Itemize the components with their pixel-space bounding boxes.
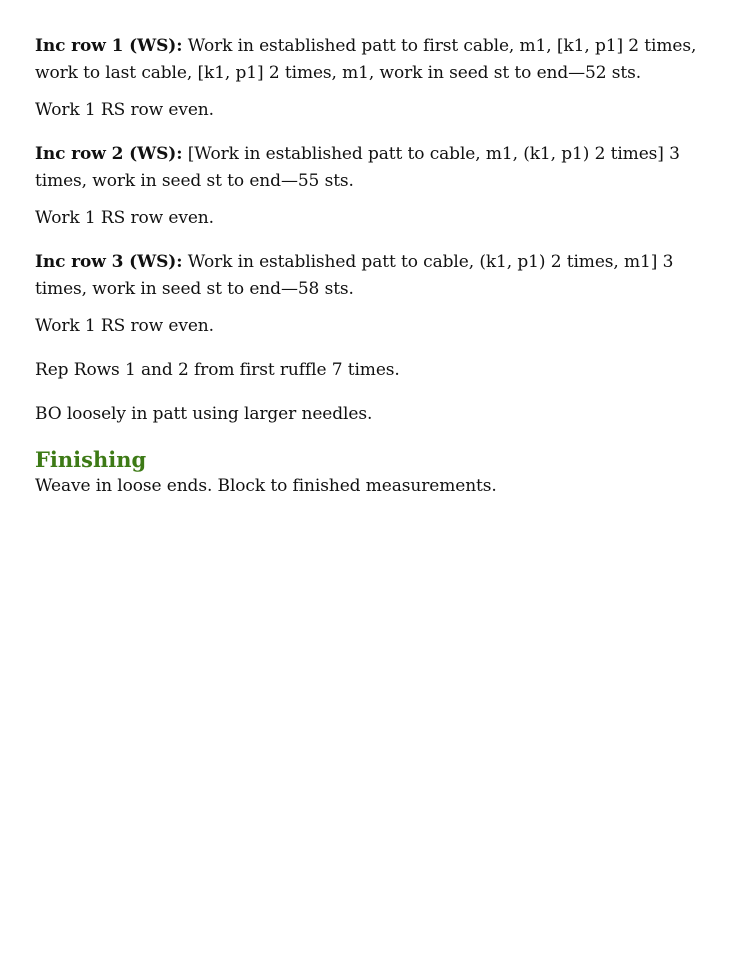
finishing-text: Weave in loose ends. Block to finished measurements. (35, 476, 497, 496)
finishing-heading: Finishing (35, 447, 147, 472)
work-even-1-text: Work 1 RS row even. (35, 100, 214, 120)
work-even-3-text: Work 1 RS row even. (35, 316, 214, 336)
bind-off (35, 401, 715, 428)
inc-row-1 (35, 33, 715, 87)
inc-row-2-label: Inc row 2 (WS): (35, 144, 183, 164)
inc-row-3-label: Inc row 3 (WS): (35, 252, 183, 272)
work-even-2-text: Work 1 RS row even. (35, 208, 214, 228)
inc-row-1-text: Work in established patt to first cable, m1, [k1, p1] 2 times, work to last cable, [k1, p1] 2 times, m1, work in seed st to end—52 sts. (35, 36, 697, 83)
pattern-page (35, 33, 715, 500)
inc-row-3 (35, 249, 715, 303)
inc-row-2-text: [Work in established patt to cable, m1, (k1, p1) 2 times] 3 times, work in seed st to end—55 sts. (35, 144, 680, 191)
work-even-2 (35, 205, 715, 232)
work-even-3 (35, 313, 715, 340)
repeat-rows (35, 357, 715, 384)
bind-off-text: BO loosely in patt using larger needles. (35, 404, 373, 424)
inc-row-1-label: Inc row 1 (WS): (35, 36, 183, 56)
repeat-rows-text: Rep Rows 1 and 2 from first ruffle 7 times. (35, 360, 400, 380)
inc-row-3-text: Work in established patt to cable, (k1, p1) 2 times, m1] 3 times, work in seed st to end—58 sts. (35, 252, 674, 299)
inc-row-2 (35, 141, 715, 195)
work-even-1 (35, 97, 715, 124)
